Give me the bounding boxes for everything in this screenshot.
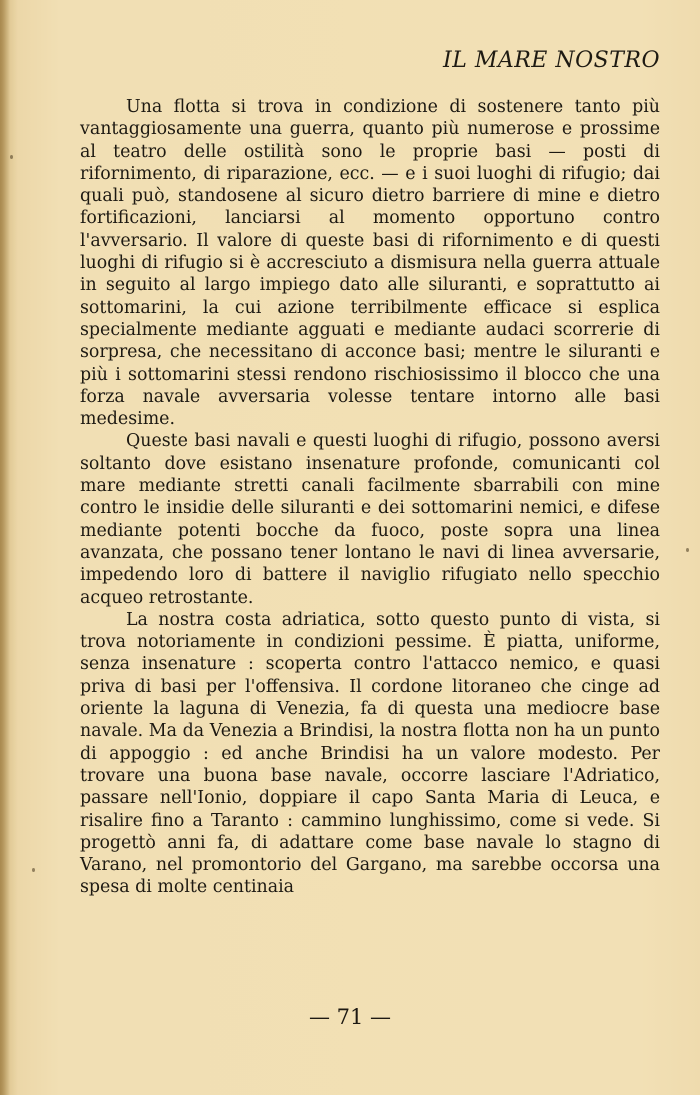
paragraph-2: Queste basi navali e questi luoghi di rifugio, possono aversi soltanto dove esistano insenature profonde, comunicanti col mare mediante stretti canali facilmente sbarrabili con mine contro le insidie delle siluranti e dei sottomarini nemici, e difese mediante potenti bocche da fuoco, poste sopra una linea avanzata, che possano tener lontano le navi di linea avversarie, impedendo loro di battere il naviglio rifugiato nello specchio acqueo retrostante. bbox=[80, 431, 660, 608]
paragraph-3: La nostra costa adriatica, sotto questo punto di vista, si trova notoriamente in condizioni pessime. È piatta, uniforme, senza insenature : scoperta contro l'attacco nemico, e quasi priva di basi per l'offensiva. Il cordone litoraneo che cinge ad oriente la laguna di Venezia, fa di questa una mediocre base navale. Ma da Venezia a Brindisi, la nostra flotta non ha un punto di appoggio : ed anche Brindisi ha un valore modesto. Per trovare una buona base navale, occorre lasciare l'Adriatico, passare nell'Ionio, doppiare il capo Santa Maria di Leuca, e risalire fino a Taranto : cammino lunghissimo, come si vede. Si progettò anni fa, di adattare come base navale lo stagno di Varano, nel promontorio del Gargano, ma sarebbe occorsa una spesa di molte centinaia bbox=[80, 609, 660, 898]
body-text bbox=[80, 96, 660, 899]
paper-speck bbox=[32, 868, 35, 872]
running-title: IL MARE NOSTRO bbox=[443, 48, 660, 73]
paper-speck bbox=[10, 155, 13, 159]
page-number: — 71 — bbox=[308, 1005, 392, 1029]
paper-speck bbox=[686, 548, 689, 552]
paragraph-1: Una flotta si trova in condizione di sostenere tanto più vantaggiosamente una guerra, quanto più numerose e prossime al teatro delle ostilità sono le proprie basi — posti di rifornimento, di riparazione, ecc. — e i suoi luoghi di rifugio; dai quali può, standosene al sicuro dietro barriere di mine e dietro fortificazioni, lanciarsi al momento opportuno contro l'avversario. Il valore di queste basi di rifornimento e di questi luoghi di rifugio si è accresciuto a dismisura nella guerra attuale in seguito al largo impiego dato alle siluranti, e soprattutto ai sottomarini, la cui azione terribilmente efficace si esplica specialmente mediante agguati e mediante audaci scorrerie di sorpresa, che necessitano di acconce basi; mentre le siluranti e più i sottomarini stessi rendono rischiosissimo il blocco che una forza navale avversaria volesse tentare intorno alle basi medesime. bbox=[80, 97, 660, 430]
binding-shadow bbox=[0, 0, 10, 1095]
